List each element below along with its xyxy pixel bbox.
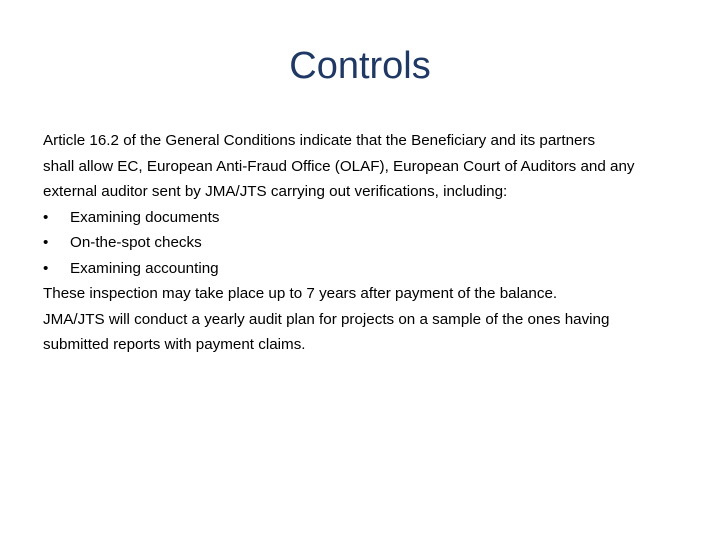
body-line: JMA/JTS will conduct a yearly audit plan for projects on a sample of the ones having — [43, 310, 610, 328]
bullet-text: On-the-spot checks — [70, 234, 202, 251]
bullet-icon: • — [43, 259, 49, 277]
bullet-item — [43, 205, 693, 231]
body-line: Article 16.2 of the General Conditions indicate that the Beneficiary and its partners — [43, 132, 596, 149]
bullet-item — [43, 230, 693, 256]
bullet-text: Examining accounting — [70, 259, 219, 277]
body-line: shall allow EC, European Anti-Fraud Office (OLAF), European Court of Auditors and any — [43, 157, 635, 175]
body-line: These inspection may take place up to 7 years after payment of the balance. — [43, 285, 558, 302]
bullet-text: Examining documents — [70, 208, 220, 226]
bullet-icon: • — [43, 208, 49, 226]
bullet-item — [43, 256, 693, 282]
body-line: external auditor sent by JMA/JTS carrying out verifications, including: — [43, 183, 508, 200]
slide-title: Controls — [289, 45, 431, 87]
bullet-icon: • — [43, 234, 49, 251]
body-line: submitted reports with payment claims. — [43, 336, 306, 353]
slide-body — [43, 128, 693, 358]
